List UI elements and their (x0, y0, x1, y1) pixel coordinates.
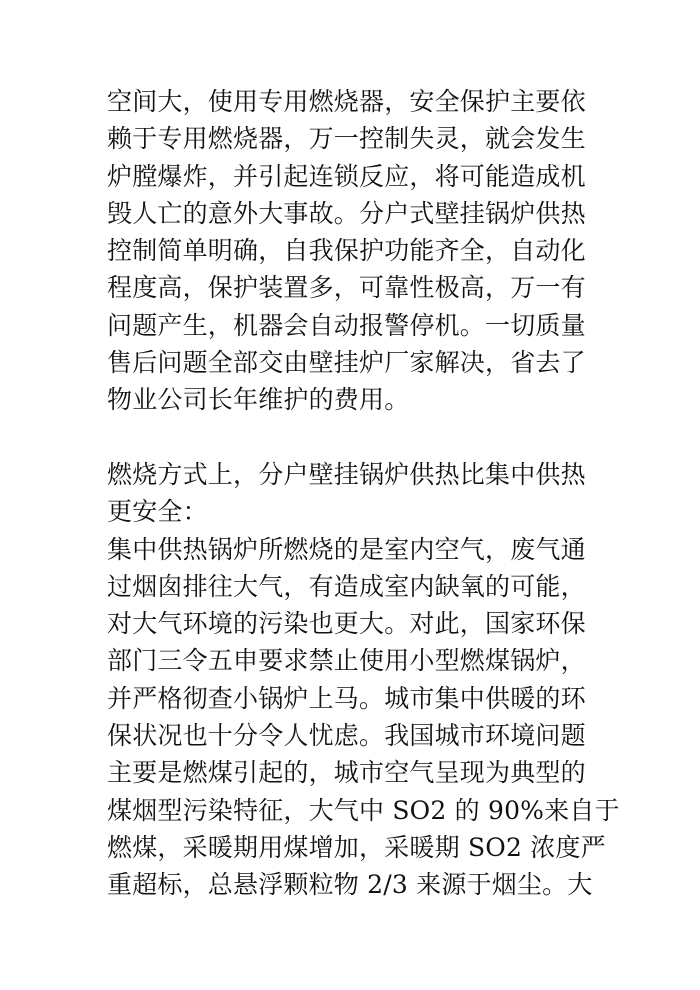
text-line: 赖于专用燃烧器，万一控制失灵，就会发生 (107, 124, 586, 154)
paragraph-2 (107, 531, 620, 904)
text-line: 毁人亡的意外大事故。分户式壁挂锅炉供热 (107, 198, 586, 228)
text-line: 物业公司长年维护的费用。 (107, 385, 410, 415)
text-line: 重超标，总悬浮颗粒物 2/3 来源于烟尘。大 (107, 870, 593, 900)
text-line: 程度高，保护装置多，可靠性极高，万一有 (107, 273, 586, 303)
text-line: 空间大，使用专用燃烧器，安全保护主要依 (107, 87, 586, 116)
text-line: 控制简单明确，自我保护功能齐全，自动化 (107, 236, 586, 266)
section-heading (107, 456, 597, 531)
text-line: 保状况也十分令人忧虑。我国城市环境问题 (107, 721, 586, 751)
text-line: 集中供热锅炉所燃烧的是室内空气，废气通 (107, 534, 586, 564)
document-page (107, 83, 620, 904)
heading-line: 更安全： (107, 497, 208, 527)
text-line: 并严格彻查小锅炉上马。城市集中供暖的环 (107, 683, 586, 713)
heading-line: 燃烧方式上，分户壁挂锅炉供热比集中供热 (107, 459, 586, 489)
text-line: 炉膛爆炸，并引起连锁反应，将可能造成机 (107, 161, 586, 191)
text-line: 过烟囱排往大气，有造成室内缺氧的可能， (107, 571, 586, 601)
text-line: 售后问题全部交由壁挂炉厂家解决，省去了 (107, 348, 586, 378)
text-line: 主要是燃煤引起的，城市空气呈现为典型的 (107, 758, 586, 788)
paragraph-gap (107, 419, 597, 456)
text-line: 燃煤，采暖期用煤增加，采暖期 SO2 浓度严 (107, 832, 606, 862)
text-line: 煤烟型污染特征，大气中 SO2 的 90%来自于 (107, 795, 620, 825)
text-line: 对大气环境的污染也更大。对此，国家环保 (107, 609, 586, 639)
text-line: 部门三令五申要求禁止使用小型燃煤锅炉， (107, 646, 586, 676)
paragraph-1 (107, 83, 597, 419)
text-line: 问题产生，机器会自动报警停机。一切质量 (107, 310, 586, 340)
